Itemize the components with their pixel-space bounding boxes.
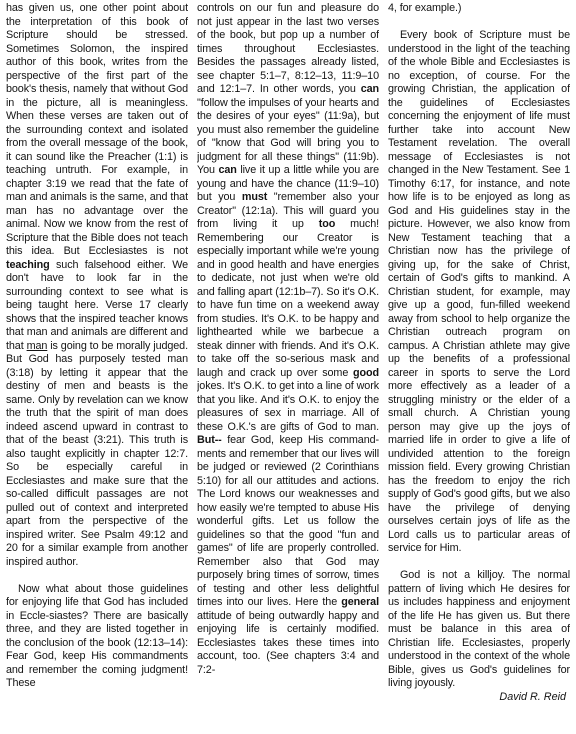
bold-run: teaching: [6, 258, 50, 271]
column-left: [6, 2, 188, 734]
text-run: much! Remembering our Creator is especially important while we're young and in good health and have energies to dedicate, not just when we're old and falling apart (12:1b–7). So it's O.K. to have fun time on a weekend away from studies. It's O.K. to be happy and lighthearted while we barbecue a steak dinner with friends. And it's O.K. to take off the so-serious mask and laugh and crack up over some: [197, 218, 379, 379]
column-middle: [197, 2, 379, 734]
bold-run: can: [218, 164, 237, 176]
text-run: "follow the impulses of your hearts and the desires of your eyes" (11:9a), but you must also remember the guideline of "know that God will bring you to judgment for all these things" (11:9b). You: [197, 96, 379, 176]
paragraph-controls: [197, 2, 379, 677]
author-signature: David R. Reid: [499, 690, 566, 703]
paragraph-continuation: 4, for example.): [388, 2, 462, 14]
text-run: live it up a little while you are young and have the chance (11:9–10) but you: [197, 164, 379, 203]
paragraph-killjoy: God is not a killjoy. The normal pattern of living which He desires for us includes happiness and enjoyment of the life He has given us. But there must be balance in this area of Christian life. Ecclesiastes, properly understood in the context of the whole Bible, gives us God's guidelines for living joyously.: [388, 569, 570, 689]
bold-run: too: [318, 218, 336, 230]
text-run: is going to be morally judged. But God has purposely tested man (3:18) by letting it appear that the destiny of men and beasts is the same. Only by revelation can we know the truth that the spirit of man does indeed ascend upward in contrast to that of the beast (3:21). This truth is also taught explicitly in chapter 12:7. So be especially careful in Ecclesiastes and make sure that the so-called difficult passages are not pulled out of context and interpreted apart from the perspective of the inspired writer. See Psalm 49:12 and 20 for a similar example from another inspired author.: [6, 339, 188, 568]
text-run: "remember also your Creator" (12:1a). This will guard you from living it up: [197, 191, 379, 230]
underlined-run: man: [26, 339, 48, 352]
paragraph-interpretation: [6, 2, 188, 569]
bold-run: general: [341, 596, 379, 608]
text-run: has given us, one other point about the interpretation of this book of Scripture should be stressed. Sometimes Solomon, the inspired author of this book, writes from the perspective of the first part of the book's thesis, namely that without God in the picture, all is meaningless. When these verses are taken out of the surrounding context and isolated from the overall message of the book, it can sound like the Preacher (1:1) is teaching untruth. For example, in chapter 3:19 we read that the fate of man and animals is the same, and that man has no advantage over the animal. Now we know from the rest of Scripture that the Bible does not teach this idea. But Ecclesiastes is not: [6, 2, 188, 257]
text-run: jokes. It's O.K. to get into a line of work that you like. And it's O.K. to enjoy the pleasures of sex in marriage. All of these O.K.'s are gifts of God to man.: [197, 380, 379, 433]
bold-run: good: [353, 366, 379, 379]
bold-run: But--: [197, 434, 222, 446]
paragraph-guidelines: Now what about those guidelines for enjoying life that God has included in Eccle-siastes? There are basically three, and they are listed together in the conclusion of the book (12:13–14): Fear God, keep His commandments and remember the coming judgment! These: [6, 582, 188, 689]
column-right: [388, 2, 570, 734]
text-run: controls on our fun and pleasure do not just appear in the last two verses of the book, but pop up a number of times throughout Ecclesiastes. Besides the passages already listed, see chapter 5:1–7, 8:12–13, 11:9–10 and 12:1–7. In other words, you: [197, 2, 379, 95]
paragraph-new-testament: Every book of Scripture must be understood in the light of the teaching of the whole Bible and Ecclesiastes is no exception, of course. For the growing Christian, the application of the guidelines of Ecclesiastes concerning the enjoyment of life must further take into account New Testament revelation. The overall message of Ecclesiastes is not changed in the New Testament. See 1 Timothy 6:17, for instance, and note how life is to be enjoyed as long as God and His guidelines stay in the picture. However, we also know from New Testament teaching that a Christian now has the privilege of giving up, for the sake of Christ, certain of God's gifts to mankind. A Christian student, for example, may give up a good, fun-filled weekend away from school to help organize the Christian outreach program on campus. A Christian athlete may give up the benefits of a professional career in sports to serve the Lord more effectively as a leader of a struggling ministry or the elder of a small church. A Christian young person may give up the joys of married life in order to give a life of undivided attention to the foreign mission field. Every growing Christian has the freedom to enjoy the rich supply of God's good gifts, but we also have the privilege of denying ourselves certain joys of life as the Lord calls us to particular areas of service for Him.: [388, 29, 570, 554]
text-run: attitude of being outwardly happy and enjoying life is certainly modified. Ecclesiastes takes these times into account, too. (See chapters 3:4 and 7:2-: [197, 609, 379, 676]
text-run: such falsehood either. We don't have to look far in the surrounding context to see what is being taught here. Verse 17 clearly shows that the inspired teacher knows that man and animals are different and that: [6, 258, 188, 352]
bold-run: must: [241, 191, 268, 203]
text-run: fear God, keep His command-ments and remember that our lives will be judged or reviewed (2 Corinthians 5:10) for all our attitudes and actions. The Lord knows our weaknesses and how easily we're tempted to abuse His wonderful gifts. Let us follow the guidelines so that the good "fun and games" of life are properly controlled. Remember also that God may purposely bring times of sorrow, times of testing and other less delightful times into our lives. Here the: [197, 434, 379, 608]
bold-run: can: [360, 83, 379, 95]
